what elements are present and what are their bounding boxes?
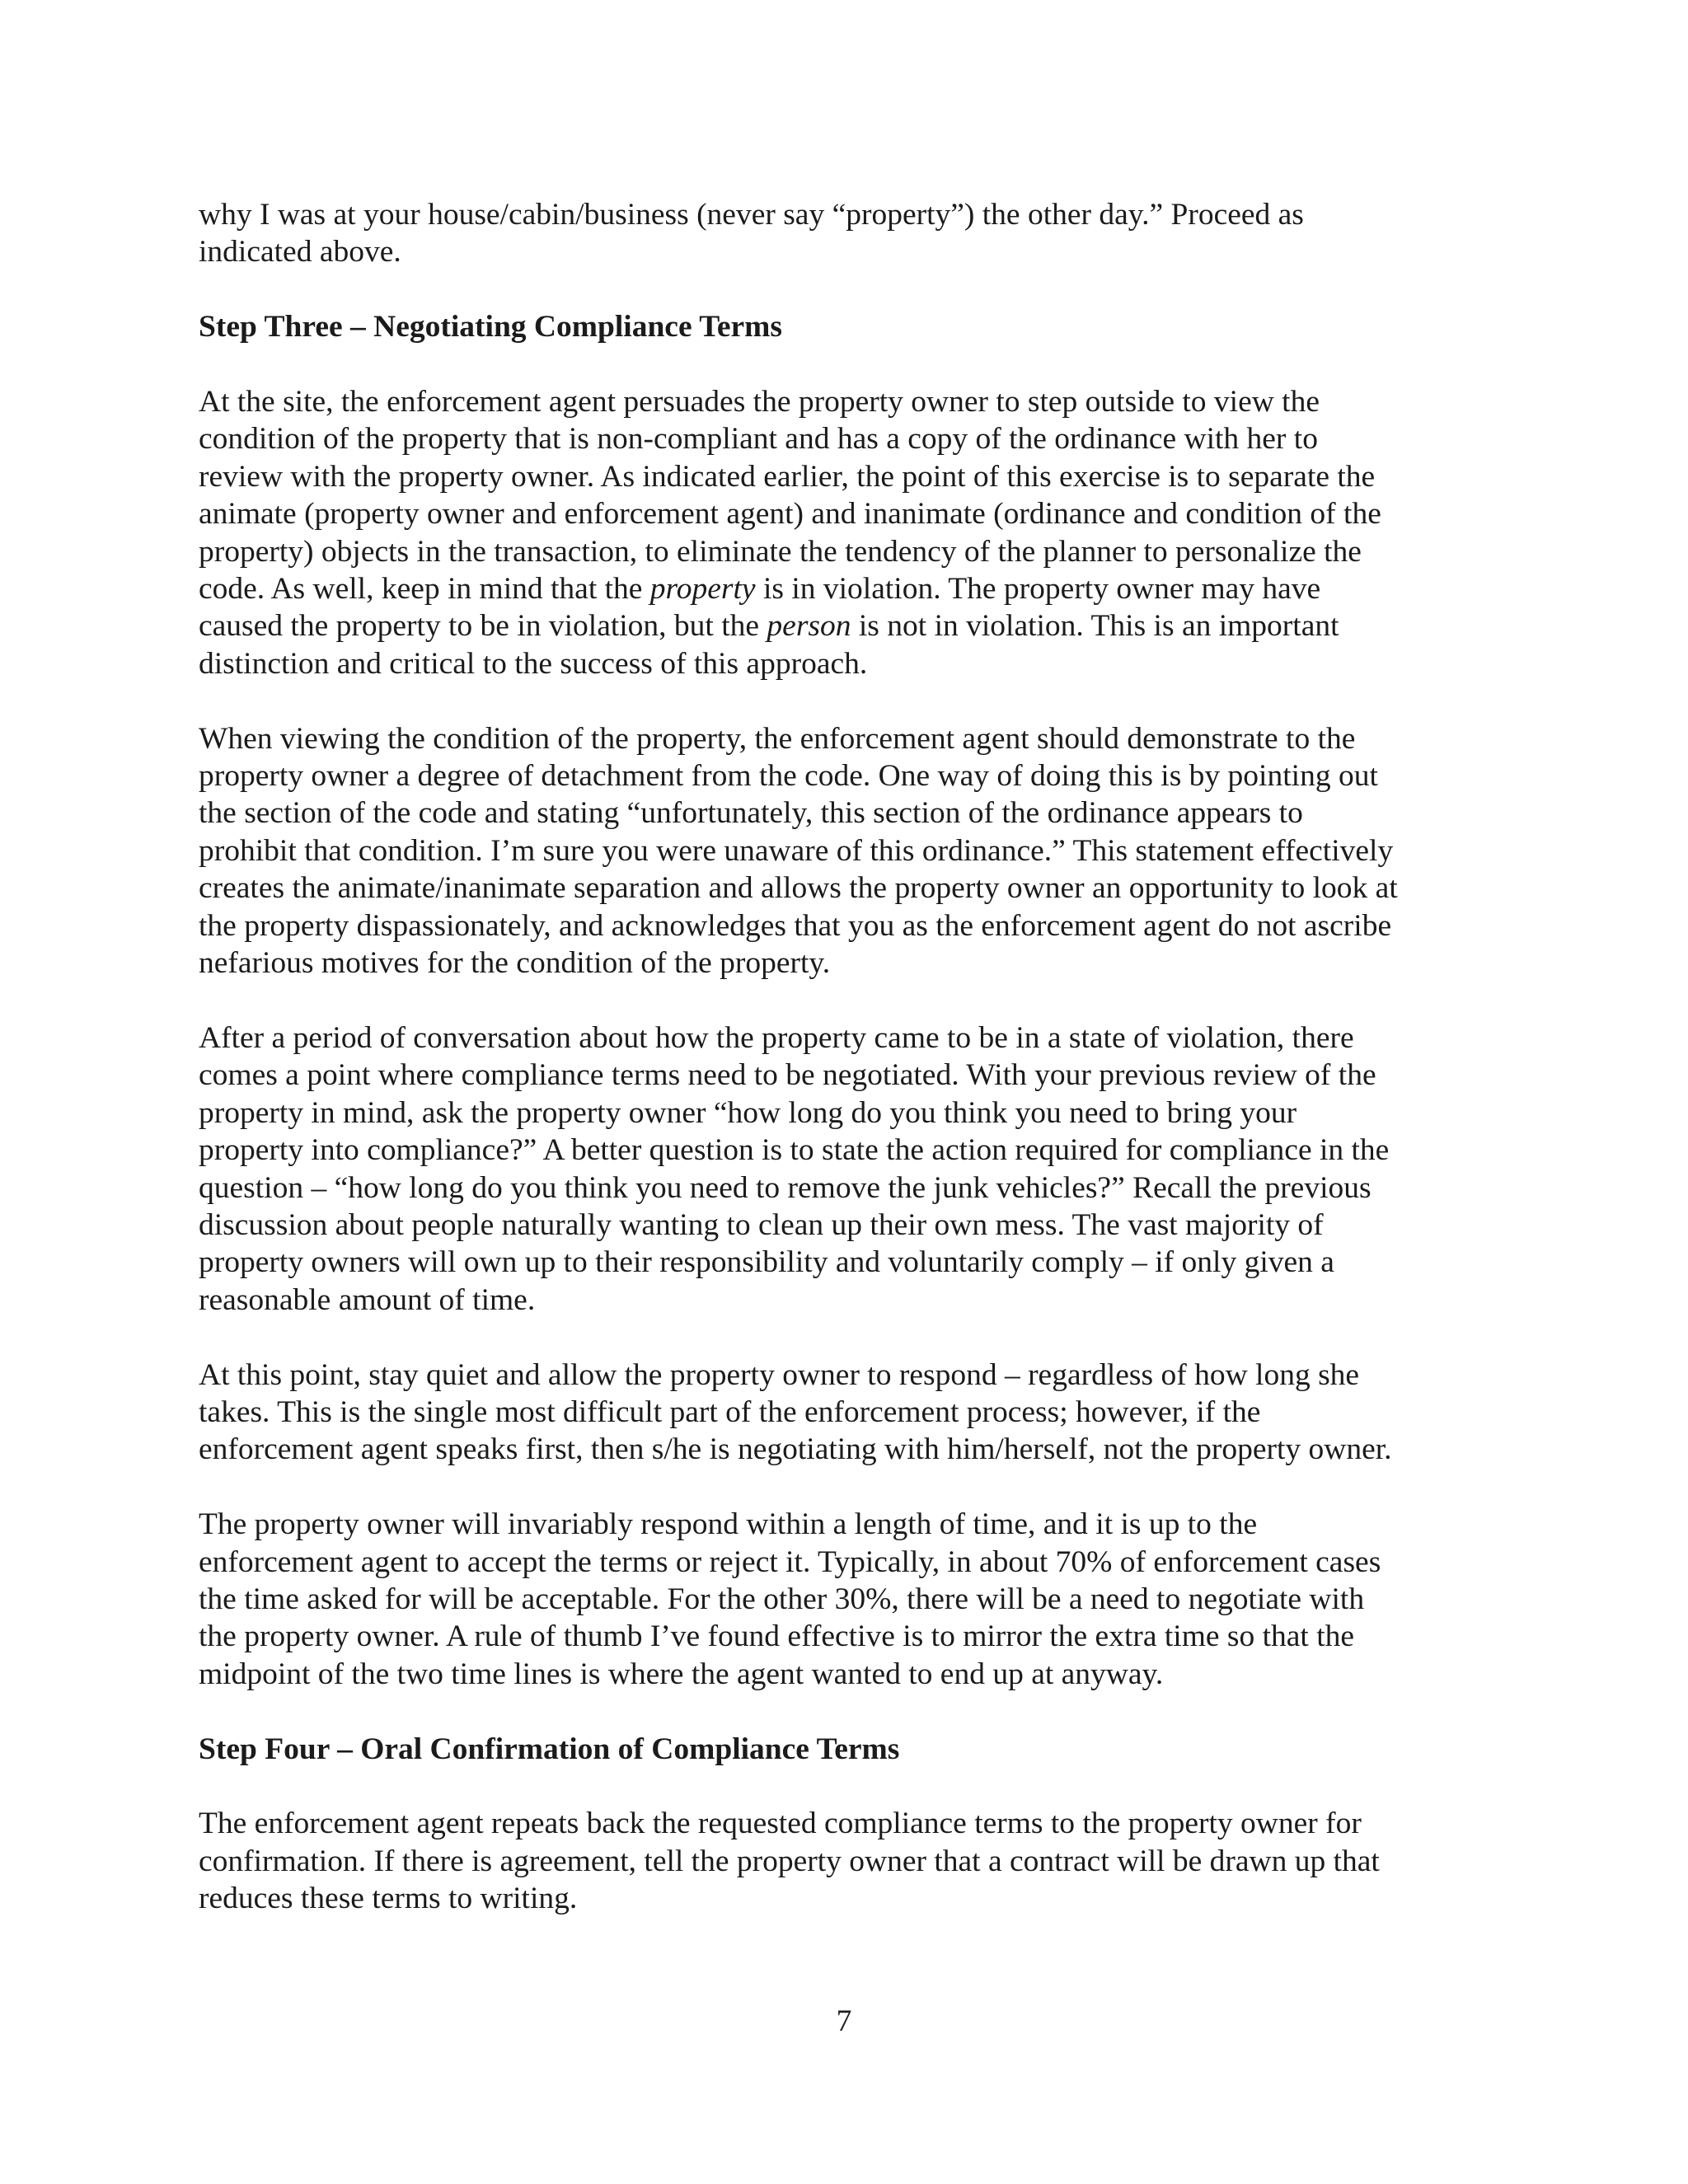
intro-paragraph	[199, 196, 1478, 271]
text-line: reduces these terms to writing.	[199, 1882, 578, 1916]
text-line: takes. This is the single most difficult part of the enforcement process; however, if the	[199, 1394, 1261, 1429]
text-line: At the site, the enforcement agent persuades the property owner to step outside to view the	[199, 385, 1320, 419]
step-three-paragraph-2	[199, 720, 1478, 982]
text-line: comes a point where compliance terms need to be negotiated. With your previous review of the	[199, 1058, 1376, 1093]
text-line: property) objects in the transaction, to eliminate the tendency of the planner to personalize the	[199, 534, 1362, 569]
step-three-paragraph-1	[199, 383, 1478, 682]
step-three-paragraph-3	[199, 1019, 1478, 1319]
page-number: 7	[836, 2004, 852, 2038]
text-line: enforcement agent speaks first, then s/he is negotiating with him/herself, not the property owner.	[199, 1432, 1392, 1467]
page-content	[199, 196, 1478, 1955]
step-three-paragraph-5	[199, 1506, 1478, 1693]
text-line: the property owner. A rule of thumb I’ve found effective is to mirror the extra time so that the	[199, 1619, 1355, 1654]
step-three-paragraph-4	[199, 1357, 1478, 1469]
text-line: distinction and critical to the success of this approach.	[199, 646, 868, 681]
text-line: reasonable amount of time.	[199, 1282, 536, 1317]
text-line	[199, 570, 1478, 607]
text-line	[199, 607, 1478, 644]
text-line: property owner a degree of detachment from the code. One way of doing this is by pointing out	[199, 759, 1378, 794]
text-line: discussion about people naturally wanting to clean up their own mess. The vast majority of	[199, 1207, 1324, 1242]
text-line: confirmation. If there is agreement, tell the property owner that a contract will be drawn up that	[199, 1844, 1380, 1878]
emphasis-person: person	[767, 609, 851, 644]
text-line: property owners will own up to their responsibility and voluntarily comply – if only given a	[199, 1245, 1334, 1280]
text-line: review with the property owner. As indicated earlier, the point of this exercise is to separate the	[199, 459, 1376, 494]
step-four-paragraph-1	[199, 1805, 1478, 1917]
text-line: midpoint of the two time lines is where the agent wanted to end up at anyway.	[199, 1657, 1164, 1691]
text-line: property in mind, ask the property owner “how long do you think you need to bring your	[199, 1095, 1297, 1130]
text-line: animate (property owner and enforcement agent) and inanimate (ordinance and condition of the	[199, 497, 1381, 532]
text-line: indicated above.	[199, 235, 401, 269]
text-line: question – “how long do you think you need to remove the junk vehicles?” Recall the previous	[199, 1170, 1372, 1205]
section-heading-step-three: Step Three – Negotiating Compliance Terms	[199, 310, 782, 344]
text-line: creates the animate/inanimate separation and allows the property owner an opportunity to look at	[199, 871, 1398, 906]
text-line: The enforcement agent repeats back the requested compliance terms to the property owner for	[199, 1807, 1362, 1841]
text-line: the section of the code and stating “unfortunately, this section of the ordinance appears to	[199, 796, 1303, 831]
section-heading-step-four: Step Four – Oral Confirmation of Compliance Terms	[199, 1732, 900, 1766]
text-run: is not in violation. This is an important	[851, 609, 1339, 644]
text-line: the time asked for will be acceptable. For the other 30%, there will be a need to negotiate with	[199, 1582, 1365, 1616]
text-line: property into compliance?” A better question is to state the action required for compliance in the	[199, 1133, 1390, 1168]
text-line: The property owner will invariably respond within a length of time, and it is up to the	[199, 1507, 1258, 1542]
text-line: enforcement agent to accept the terms or reject it. Typically, in about 70% of enforcement cases	[199, 1544, 1381, 1579]
text-line: condition of the property that is non-compliant and has a copy of the ordinance with her to	[199, 422, 1318, 457]
text-run: code. As well, keep in mind that the	[199, 572, 650, 607]
text-run: caused the property to be in violation, but the	[199, 609, 767, 644]
text-line: When viewing the condition of the property, the enforcement agent should demonstrate to the	[199, 721, 1356, 756]
text-run: is in violation. The property owner may have	[755, 572, 1321, 607]
text-line: prohibit that condition. I’m sure you were unaware of this ordinance.” This statement effectively	[199, 833, 1394, 868]
emphasis-property: property	[649, 572, 756, 607]
text-line: nefarious motives for the condition of the property.	[199, 946, 831, 981]
text-line: the property dispassionately, and acknowledges that you as the enforcement agent do not ascribe	[199, 908, 1392, 943]
text-line: After a period of conversation about how the property came to be in a state of violation, there	[199, 1020, 1354, 1055]
text-line: At this point, stay quiet and allow the property owner to respond – regardless of how long she	[199, 1357, 1360, 1392]
text-line: why I was at your house/cabin/business (never say “property”) the other day.” Proceed as	[199, 198, 1304, 232]
